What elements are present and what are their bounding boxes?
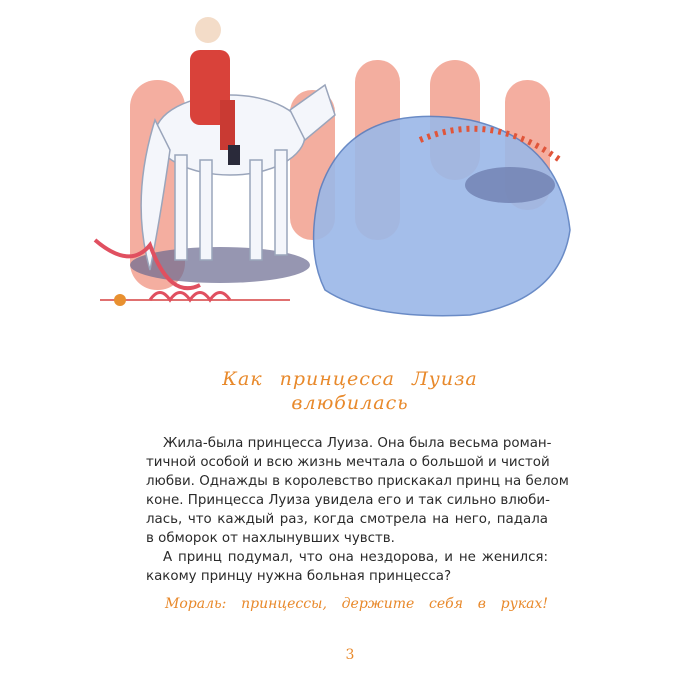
body-line: в обморок от нахлынувших чувств. [146,531,395,546]
story-title-line2: влюбилась [291,392,409,414]
body-line: Жила-была принцесса Луиза. Она была весьма роман- [163,436,552,451]
body-line: коне. Принцесса Луиза увидела его и так сильно влюби- [146,493,550,508]
body-line: А принц подумал, что она нездорова, и не женился: [163,550,548,565]
illustration-prince-and-fainting-princess [90,0,590,345]
moral-text: Мораль: принцессы, держите себя в руках! [165,596,548,612]
flower-icon [114,294,126,306]
story-title-line1: Как принцесса Луиза [222,368,478,390]
body-line: лась, что каждый раз, когда смотрела на него, падала [146,512,548,527]
page-number: 3 [345,647,355,663]
body-line: тичной особой и всю жизнь мечтала о большой и чистой [146,455,550,470]
body-line: любви. Однажды в королевство прискакал принц на белом [146,474,569,489]
body-line: какому принцу нужна больная принцесса? [146,569,452,584]
